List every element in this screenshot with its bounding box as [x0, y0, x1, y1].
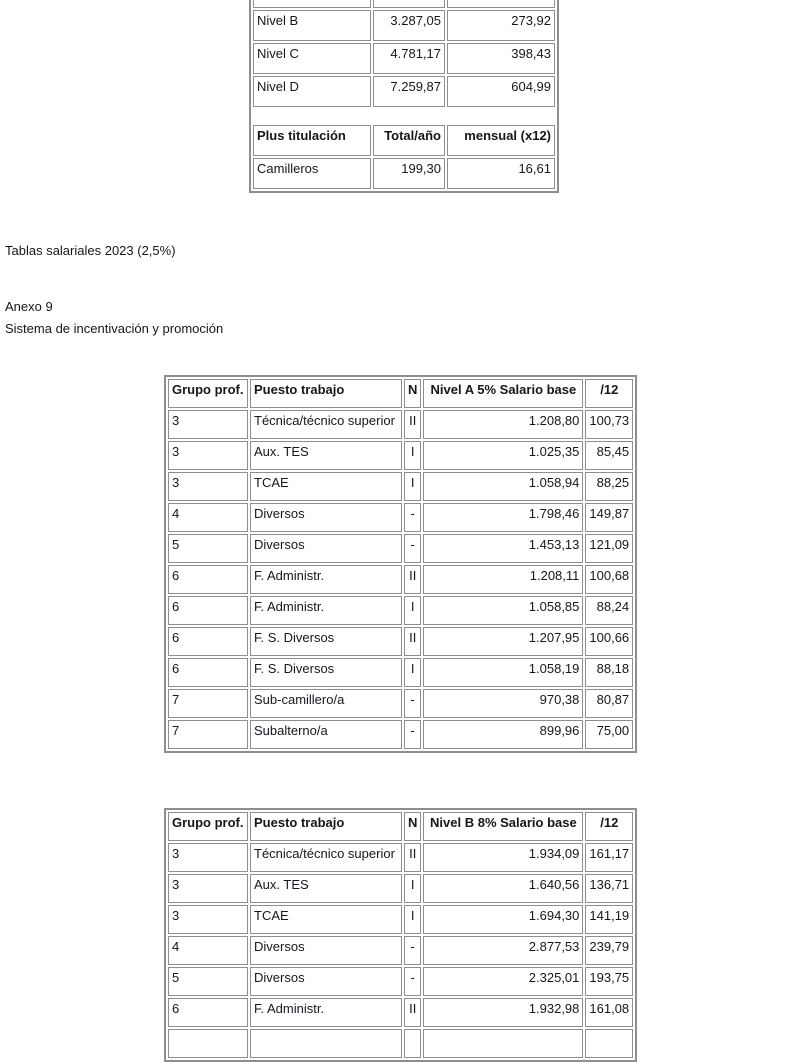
cell: 604,99 — [447, 76, 555, 107]
cell — [447, 0, 555, 8]
grupo-prof-header: Grupo prof. — [168, 379, 248, 408]
cell: 141,19 — [585, 905, 633, 934]
n-header: N — [404, 812, 421, 841]
cell: 149,87 — [585, 503, 633, 532]
per-12-header: /12 — [585, 812, 633, 841]
cell: I — [404, 472, 421, 501]
cell: F. Administr. — [250, 998, 402, 1027]
cell: - — [404, 503, 421, 532]
nivel-b-partial-row-group — [168, 1029, 633, 1058]
cell: Aux. TES — [250, 874, 402, 903]
table-row-partial — [253, 0, 555, 8]
cell: - — [404, 689, 421, 718]
cell: II — [404, 998, 421, 1027]
nivel-b-salary-table — [164, 808, 637, 1062]
cell: - — [404, 534, 421, 563]
cell: TCAE — [250, 472, 402, 501]
cell — [585, 1029, 633, 1058]
cell: 6 — [168, 658, 248, 687]
table-row — [168, 410, 633, 439]
cell: F. S. Diversos — [250, 627, 402, 656]
cell: 3 — [168, 874, 248, 903]
header-row — [168, 812, 633, 841]
nivel-b-salario-base-header: Nivel B 8% Salario base — [423, 812, 583, 841]
cell: 1.694,30 — [423, 905, 583, 934]
table-row-spacer — [253, 109, 555, 123]
cell: Técnica/técnico superior — [250, 843, 402, 872]
nivel-b-table-body — [168, 843, 633, 1027]
cell: 193,75 — [585, 967, 633, 996]
cell: 899,96 — [423, 720, 583, 749]
puesto-trabajo-header: Puesto trabajo — [250, 379, 402, 408]
annex-9-heading: Anexo 9 — [5, 299, 53, 314]
cell: 3 — [168, 472, 248, 501]
cell: 1.208,80 — [423, 410, 583, 439]
cell: 6 — [168, 627, 248, 656]
cell: 1.934,09 — [423, 843, 583, 872]
table-row — [168, 472, 633, 501]
cell: 1.207,95 — [423, 627, 583, 656]
cell: Diversos — [250, 534, 402, 563]
per-12-header: /12 — [585, 379, 633, 408]
table-row-partial — [168, 1029, 633, 1058]
table-row — [168, 905, 633, 934]
nivel-b-table-head — [168, 812, 633, 841]
cell: 1.025,35 — [423, 441, 583, 470]
cell: I — [404, 441, 421, 470]
incentive-system-heading: Sistema de incentivación y promoción — [5, 321, 224, 336]
cell: F. S. Diversos — [250, 658, 402, 687]
cell: 161,17 — [585, 843, 633, 872]
cell: Nivel B — [253, 10, 371, 41]
cell: 88,24 — [585, 596, 633, 625]
cell: 5 — [168, 967, 248, 996]
table-row — [253, 43, 555, 74]
table-row — [253, 10, 555, 41]
cell: Técnica/técnico superior — [250, 410, 402, 439]
cell: 1.798,46 — [423, 503, 583, 532]
cell — [373, 0, 445, 8]
cell: Nivel D — [253, 76, 371, 107]
table-row — [168, 874, 633, 903]
cell: 5 — [168, 534, 248, 563]
cell: 3 — [168, 843, 248, 872]
cell: - — [404, 967, 421, 996]
cell: 100,66 — [585, 627, 633, 656]
nivel-a-table-head — [168, 379, 633, 408]
nivel-a-table-body — [168, 410, 633, 749]
salary-tables-title: Tablas salariales 2023 (2,5%) — [5, 243, 176, 258]
table-row — [168, 503, 633, 532]
cell: 970,38 — [423, 689, 583, 718]
cell: 100,73 — [585, 410, 633, 439]
cell: 273,92 — [447, 10, 555, 41]
cell: I — [404, 658, 421, 687]
cell: Sub-camillero/a — [250, 689, 402, 718]
table-row — [168, 689, 633, 718]
nivel-a-salary-table — [164, 375, 637, 753]
puesto-trabajo-header: Puesto trabajo — [250, 812, 402, 841]
cell: Diversos — [250, 503, 402, 532]
cell: 6 — [168, 998, 248, 1027]
cell: II — [404, 410, 421, 439]
cell: 6 — [168, 565, 248, 594]
table-row — [168, 936, 633, 965]
table-row — [253, 158, 555, 189]
cell: 3 — [168, 441, 248, 470]
nivel-a-salario-base-header: Nivel A 5% Salario base — [423, 379, 583, 408]
plus-titulacion-header: Plus titulación — [253, 125, 371, 156]
cell: 7.259,87 — [373, 76, 445, 107]
n-header: N — [404, 379, 421, 408]
plus-titulacion-rows — [253, 158, 555, 189]
cell: 239,79 — [585, 936, 633, 965]
table-row — [168, 720, 633, 749]
cell — [250, 1029, 402, 1058]
cell: 85,45 — [585, 441, 633, 470]
nivel-a-table-section — [164, 375, 637, 753]
cell: 4 — [168, 503, 248, 532]
cell: Nivel C — [253, 43, 371, 74]
plus-titulacion-group — [253, 125, 555, 156]
cell: 7 — [168, 720, 248, 749]
table-row — [253, 76, 555, 107]
cell: 2.325,01 — [423, 967, 583, 996]
cell: 1.932,98 — [423, 998, 583, 1027]
cell: 16,61 — [447, 158, 555, 189]
cell: 100,68 — [585, 565, 633, 594]
cell: Aux. TES — [250, 441, 402, 470]
table-row — [168, 596, 633, 625]
cell — [253, 0, 371, 8]
cell: Camilleros — [253, 158, 371, 189]
grupo-prof-header: Grupo prof. — [168, 812, 248, 841]
cell: 1.058,19 — [423, 658, 583, 687]
cell: 1.058,85 — [423, 596, 583, 625]
cell: 1.453,13 — [423, 534, 583, 563]
table-row — [168, 843, 633, 872]
cell: 199,30 — [373, 158, 445, 189]
cell — [404, 1029, 421, 1058]
cell: 1.640,56 — [423, 874, 583, 903]
cell: I — [404, 874, 421, 903]
cell: 3 — [168, 410, 248, 439]
cell: - — [404, 720, 421, 749]
cell: I — [404, 596, 421, 625]
cell: I — [404, 905, 421, 934]
cell — [168, 1029, 248, 1058]
cell: 88,25 — [585, 472, 633, 501]
table-row — [168, 627, 633, 656]
cell: 6 — [168, 596, 248, 625]
cell: 2.877,53 — [423, 936, 583, 965]
cell: 398,43 — [447, 43, 555, 74]
cell: - — [404, 936, 421, 965]
cell: Diversos — [250, 967, 402, 996]
cell: 3.287,05 — [373, 10, 445, 41]
plus-titulacion-header-row — [253, 125, 555, 156]
cell — [423, 1029, 583, 1058]
cell: Diversos — [250, 936, 402, 965]
annex-spacer-group — [253, 109, 555, 123]
table-row — [168, 534, 633, 563]
cell: F. Administr. — [250, 565, 402, 594]
cell: F. Administr. — [250, 596, 402, 625]
cell: 161,08 — [585, 998, 633, 1027]
cell: II — [404, 565, 421, 594]
annex-plus-table-section — [249, 0, 559, 193]
table-row — [168, 658, 633, 687]
cell: 136,71 — [585, 874, 633, 903]
header-row — [168, 379, 633, 408]
cell: 121,09 — [585, 534, 633, 563]
annex-levels-rows — [253, 10, 555, 107]
cell: 4.781,17 — [373, 43, 445, 74]
annex-levels-table — [249, 0, 559, 193]
cell: 75,00 — [585, 720, 633, 749]
cell: II — [404, 843, 421, 872]
cell: 3 — [168, 905, 248, 934]
cell: II — [404, 627, 421, 656]
mensual-header: mensual (x12) — [447, 125, 555, 156]
table-row — [168, 565, 633, 594]
nivel-b-table-section — [164, 808, 637, 1062]
table-row — [168, 967, 633, 996]
cell: 1.058,94 — [423, 472, 583, 501]
cell: 88,18 — [585, 658, 633, 687]
cell: Subalterno/a — [250, 720, 402, 749]
cell: TCAE — [250, 905, 402, 934]
cell: 1.208,11 — [423, 565, 583, 594]
total-ano-header: Total/año — [373, 125, 445, 156]
spacer-cell — [253, 109, 555, 123]
annex-partial-row-group — [253, 0, 555, 8]
cell: 4 — [168, 936, 248, 965]
cell: 7 — [168, 689, 248, 718]
table-row — [168, 998, 633, 1027]
cell: 80,87 — [585, 689, 633, 718]
table-row — [168, 441, 633, 470]
